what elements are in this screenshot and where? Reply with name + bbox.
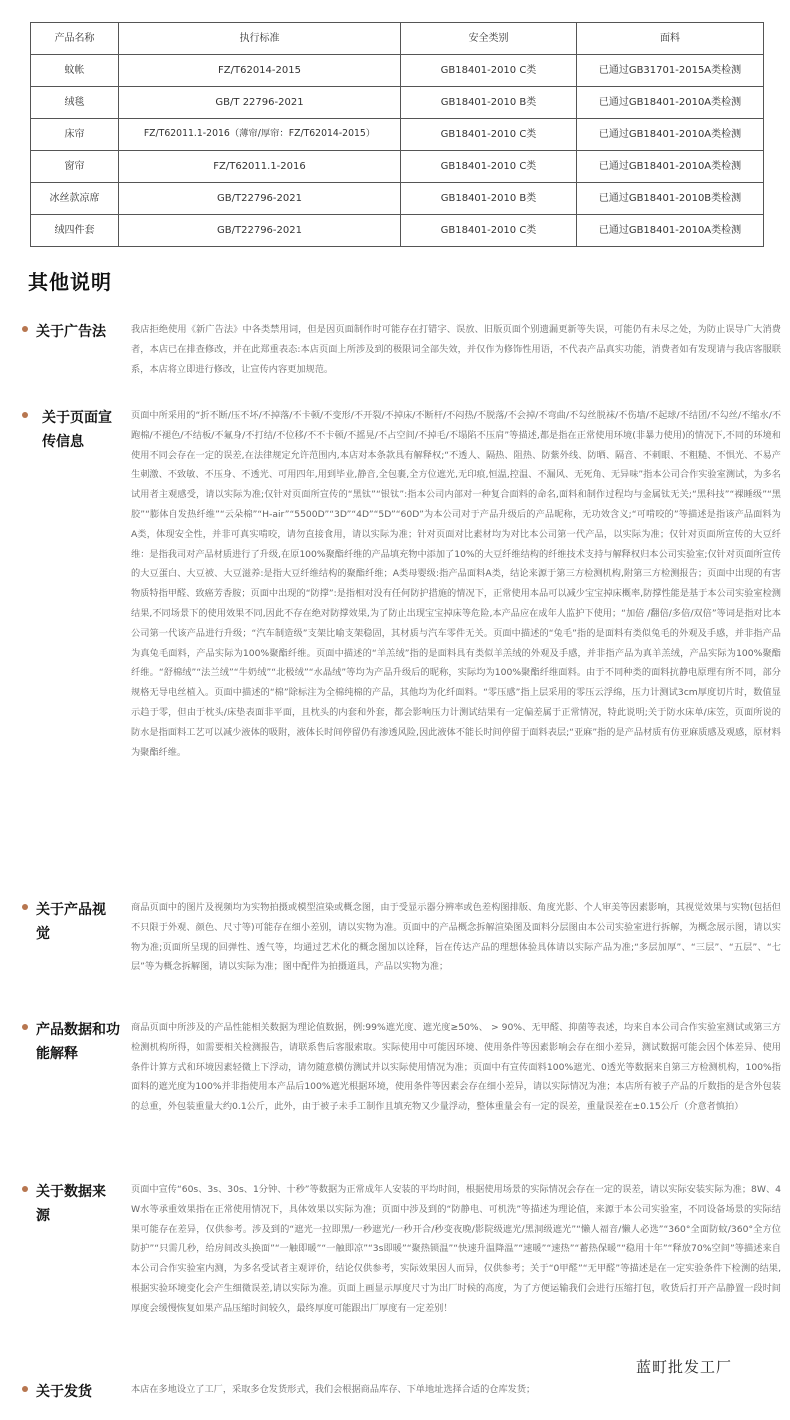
- table-cell: GB/T 22796-2021: [119, 87, 401, 119]
- table-cell: GB18401-2010 C类: [401, 119, 577, 151]
- table-cell: 床帘: [31, 119, 119, 151]
- table-cell: GB/T22796-2021: [119, 215, 401, 247]
- table-row: [31, 87, 764, 119]
- bullet-dot: [22, 1386, 28, 1392]
- table-cell: 已通过GB18401-2010B类检测: [577, 183, 764, 215]
- section-heading: 产品数据和功能解释: [36, 1022, 120, 1062]
- table-row: [31, 215, 764, 247]
- table-cell: GB18401-2010 C类: [401, 215, 577, 247]
- table-cell: 已通过GB18401-2010A类检测: [577, 87, 764, 119]
- bullet-dot: [22, 904, 28, 910]
- table-cell: 冰丝款凉席: [31, 183, 119, 215]
- table-row: [31, 151, 764, 183]
- table-cell: 已通过GB18401-2010A类检测: [577, 119, 764, 151]
- table-header-cell: 执行标准: [119, 23, 401, 55]
- standards-table: [30, 22, 764, 247]
- table-row: [31, 55, 764, 87]
- section-heading: 关于数据来源: [36, 1184, 106, 1224]
- table-cell: GB18401-2010 B类: [401, 87, 577, 119]
- section-body: 我店拒绝使用《新广告法》中各类禁用词，但是因页面制作时可能存在打错字、误放、旧版页面个别遗漏更新等失误，可能仍有未尽之处，为防止误导广大消费者，本店已在排查修改，并在此郑重表态:本店页面上所涉及到的极限词全部失效，并仅作为修饰性用语，不代表产品真实功能，消费者如有发现请与我店客服联系，本店将立即进行修改，让宣传内容更加规范。: [131, 324, 781, 375]
- table-cell: GB18401-2010 B类: [401, 183, 577, 215]
- bullet-dot: [22, 1186, 28, 1192]
- table-row: [31, 119, 764, 151]
- table-header-cell: 面料: [577, 23, 764, 55]
- table-cell: GB18401-2010 C类: [401, 151, 577, 183]
- table-cell: GB18401-2010 C类: [401, 55, 577, 87]
- table-cell: FZ/T62014-2015: [119, 55, 401, 87]
- table-cell: GB/T22796-2021: [119, 183, 401, 215]
- section-heading: 关于广告法: [36, 324, 106, 340]
- table-cell: FZ/T62011.1-2016（薄帘/厚帘：FZ/T62014-2015）: [119, 119, 401, 151]
- bullet-dot: [22, 326, 28, 332]
- table-cell: 窗帘: [31, 151, 119, 183]
- table-header-cell: 产品名称: [31, 23, 119, 55]
- bullet-dot: [22, 412, 28, 418]
- table-cell: 已通过GB18401-2010A类检测: [577, 215, 764, 247]
- table-row: [31, 183, 764, 215]
- section-heading: 关于产品视觉: [36, 902, 106, 942]
- table-cell: 已通过GB31701-2015A类检测: [577, 55, 764, 87]
- section-body: 页面中所采用的“折不断/压不坏/不掉落/不卡顿/不变形/不开裂/不掉床/不断杆/不闷热/不脱落/不会掉/不弯曲/不勾丝脱袜/不伤墙/不起球/不结团/不勾丝/不缩水/不跑棉/不褪色/不结板/不氟身/不打结/不位移/不不卡顿/不摇晃/不占空间/不掉毛/不塌陷不压肩”等描述,都是指在正常使用环境(非暴力使用)的情况下,不同的环境和使用不同会存在一定的误差,在法律规定允许范围内,本店对本条款具有解释权;“不透人、隔热、阻热、防紫外线、防晒、隔音、不刺眼、不粗糙、不惧光、不易产生刺激、不致敏、不压身、不透光、可用四年,用到毕业,静音,全包裹,全方位遮光,无印痕,恒温,控温、不漏风、无死角、无异味”指本公司合作实验室测试，为多名试用者主观感受，请以实际为准;仅针对页面所宣传的“黑钛”“银钛”:指本公司内部对一种复合面料的命名,面料和制作过程均与金属钛无关;“黑科技”“裸睡级”“黑胶”“膨体自发热纤维”“云朵棉”“H-air”“5500D”“3D”“4D”“5D”“60D”为本公司对于产品升级后的产品昵称，无功效含义;“可啃咬的”等描述是指该产品面料为A类，体现安全性，并非可真实啃咬，请勿直接食用，请以实际为准；针对页面对比素材均为对比本公司第一代产品，以实际为准；仅针对页面所宣传的大豆纤维：是指我司对产品材质进行了升级,在原100%聚酯纤维的产品填充物中添加了10%的大豆纤维结构的纤维技术支持与解释权归本公司实验室;仅针对页面所宣传的大豆蛋白、大豆被、大豆滋养:是指大豆纤维结构的聚酯纤维；A类母婴级:指产品面料A类，结论来源于第三方检测机构,附第三方检测报告；页面中出现的有害物质特指甲醛、致癌芳香胺；页面中出现的“防撑”:是指相对没有任何防护措施的情况下，正常使用本品可以减少宝宝掉床概率,防撑性能是基于本公司实验室检测结果,不同场景下的使用效果不同,因此不存在绝对防撑效果,为了防止出现宝宝掉床等危险,本产品应在成年人监护下使用；“加倍 /翻倍/多倍/双倍”等词是指对比本公司第一代该产品进行升级；“汽车制造级”支架比喻支架稳固，其材质与汽车零件无关。页面中描述的“兔毛”指的是面料有类似兔毛的外观及手感，并非指产品为真兔毛面料，产品实际为100%聚酯纤维。页面中描述的“羊羔绒”指的是面料具有类似羊羔绒的外观及手感，并非指产品为真羊羔绒，产品实际为100%聚酯纤维。“舒棉绒”“法兰绒”“牛奶绒”“北极绒”“水晶绒”等均为产品升级后的昵称，实际均为100%聚酯纤维面料。由于不同种类的面料抗静电原理有所不同，部分规格无导电丝植入。页面中描述的“棉”除标注为全棉纯棉的产品，其他均为化纤面料。“零压感”指上层采用的零压云浮绵，压力计测试3cm厚度切片时，数值显示趋于零，但由于枕头/床垫表面非平面，且枕头的内套和外套，都会影响压力计测试结果有一定偏差属于正常情况，特此说明;关于防水床单/床笠，页面所说的防水是指面料工艺可以减少液体的吸附，液体长时间停留仍有渗透风险,因此液体不能长时间停留于面料表层;“亚麻”指的是产品材质有仿亚麻质感及观感，原材料为聚酯纤维。: [131, 410, 781, 758]
- table-header-cell: 安全类别: [401, 23, 577, 55]
- section-body: 本店在多地设立了工厂，采取多仓发货形式，我们会根据商品库存、下单地址选择合适的仓库发货；: [131, 1384, 536, 1395]
- table-cell: FZ/T62011.1-2016: [119, 151, 401, 183]
- bullet-dot: [22, 1024, 28, 1030]
- section-heading: 关于发货: [36, 1384, 92, 1400]
- table-header-row: [31, 23, 764, 55]
- table-cell: 绒毯: [31, 87, 119, 119]
- table-cell: 蚊帐: [31, 55, 119, 87]
- section-title: 其他说明: [28, 270, 112, 294]
- section-heading: 关于页面宣传信息: [42, 410, 112, 450]
- section-body: 商品页面中的图片及视频均为实物拍摄或模型渲染或概念图，由于受显示器分辨率或色差构图排版、角度光影、个人审美等因素影响，其视觉效果与实物(包括但不只限于外观、颜色、尺寸等)可能存在细小差别，请以实物为准。页面中的产品概念拆解渲染图及面料分层图由本公司实验室进行拆解，为概念展示图，请以实物为准;页面所呈现的回弹性、透气等，均通过艺术化的概念图加以诠释，旨在传达产品的理想体验具体请以实际产品为准;“多层加厚”、“三层”、“五层”、“七层”等为概念拆解图，请以实际为准；图中配件为拍摄道具，产品以实物为准；: [131, 902, 781, 973]
- section-body: 页面中宣传“60s、3s、30s、1分钟、十秒”等数据为正常成年人安装的平均时间，根据使用场景的实际情况会存在一定的误差，请以实际安装实际为准；8W、4W水等承重效果指在正常使用情况下，具体效果以实际为准；页面中涉及到的“防静电、可机洗”等描述为理论值，来源于本公司实验室，不同设备场景的实际结果可能存在差异，仅供参考。涉及到的“遮光一拉即黑/一秒遮光/一秒开合/秒变夜晚/影院级遮光/黑洞级遮光”“懒人福音/懒人必选”“360°全面防蚊/360°全方位防护”“只需几秒，给房间改头换面”“一触即暖”“一触即凉”“3s即暖”“聚热锁温”“快速升温降温”“速暖”“速热”“蓄热保暖”“稳用十年”“释放70%空间”等描述来自本公司合作实验室内测，为多名受试者主观评价，结论仅供参考，实际效果因人而异，仅供参考；关于“0甲醛”“无甲醛”等描述是在一定实验条件下检测的结果,根据实验环境变化会产生细微误差,请以实际为准。页面上画显示厚度尺寸为出厂时候的高度，为了方便运输我们会进行压缩打包，收货后打开产品静置一段时间厚度会缓慢恢复如果产品压缩时间较久，最终厚度可能跟出厂厚度有一定差别！: [131, 1184, 781, 1314]
- table-cell: 绒四件套: [31, 215, 119, 247]
- shop-watermark: 蓝町批发工厂: [636, 1358, 733, 1376]
- table-cell: 已通过GB18401-2010A类检测: [577, 151, 764, 183]
- section-body: 商品页面中所涉及的产品性能相关数据为理论值数据，例:99%遮光度、遮光度≥50%、 > 90%、无甲醛、抑菌等表述，均来自本公司合作实验室测试或第三方检测机构所得，如需要相关检测报告，请联系售后客服索取。实际使用中可能因环境、使用条件等因素影响会存在细小差异，测试数据可能会因个体差异、使用条件计算方式和环境因素轻微上下浮动，请勿随意横仿测试并以实际使用情况为准；页面中有宣传面料100%遮光、0透光等数据来自第三方检测机构，100%指面料的遮光度为100%并非指使用本产品后100%遮光根据环境，使用条件等因素会存在细小差异，请以实际情况为准；本店所有被子产品的斤数指的是含外包装的总重，外包装重量大约0.1公斤，此外，由于被子未手工制作且填充物又少量浮动，整体重量会有一定的误差，重量误差在±0.15公斤（介意者慎拍）: [131, 1022, 781, 1113]
